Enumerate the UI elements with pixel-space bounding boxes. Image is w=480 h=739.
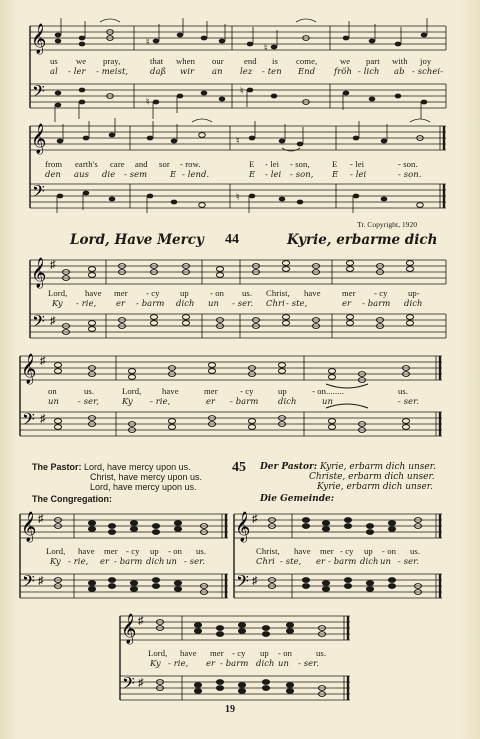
lyric-word: have	[304, 288, 321, 298]
lyric-word: that	[150, 56, 164, 66]
lyric-word-de: - barm	[230, 396, 259, 406]
lyric-word-de: - meist,	[96, 66, 129, 76]
pastor-line: Lord, have mercy upon us.	[84, 462, 191, 472]
lyric-word-de: dich	[278, 396, 297, 406]
lyric-word: Lord,	[148, 648, 168, 658]
pastor-block-german	[260, 462, 436, 504]
lyric-word: from	[45, 159, 63, 169]
lyric-word-de: Ky	[150, 658, 161, 668]
lyric-word-de: - son,	[290, 169, 314, 179]
lyric-word: we	[340, 56, 351, 66]
lyric-word-de: ab	[394, 66, 405, 76]
lyric-word: E	[332, 159, 338, 169]
lyric-word: up	[150, 546, 159, 556]
lyric-word-de: - son.	[398, 169, 422, 179]
lyric-word: mer	[320, 546, 334, 556]
lyric-word: we	[76, 56, 87, 66]
svg-text:♯: ♯	[252, 513, 258, 525]
lyric-word-de: - sem	[124, 169, 148, 179]
lyric-word: care	[110, 159, 125, 169]
lyric-word: mer	[104, 546, 118, 556]
lyric-word-de: - ten	[262, 66, 282, 76]
lyric-word-de: Ky	[50, 556, 61, 566]
lyric-word-de: - ser.	[184, 556, 206, 566]
lyric-word-de: E	[332, 169, 339, 179]
lyric-word-de: dich	[176, 298, 195, 308]
lyric-word: up	[278, 386, 287, 396]
lyric-word: on	[48, 386, 57, 396]
svg-text:𝄞: 𝄞	[31, 24, 47, 54]
lyric-word: and	[135, 159, 148, 169]
pastor-label: The Pastor:	[32, 462, 82, 472]
lyric-word: have	[78, 546, 95, 556]
lyric-word-de: - rie,	[68, 556, 89, 566]
lyric-word: - on........	[312, 386, 344, 396]
lyric-word: - lei	[265, 159, 280, 169]
svg-text:♮: ♮	[264, 43, 268, 54]
lyric-word-de: - ser.	[298, 658, 320, 668]
lyric-word: - cy	[232, 648, 246, 658]
svg-text:♯: ♯	[38, 513, 44, 525]
svg-text:♮: ♮	[236, 192, 240, 203]
lyric-word-de: er	[206, 658, 216, 668]
svg-text:♮: ♮	[146, 97, 150, 108]
svg-text:𝄞: 𝄞	[21, 512, 37, 542]
lyric-word: - son,	[290, 159, 310, 169]
page-number: 19	[225, 704, 235, 715]
lyric-word-de: aus	[74, 169, 89, 179]
lyric-word-de: die	[102, 169, 116, 179]
lyric-word: with	[392, 56, 408, 66]
lyric-word-de: dich	[256, 658, 275, 668]
lyric-word-de: un	[322, 396, 333, 406]
lyric-word-de: al	[50, 66, 58, 76]
pastor-line: Lord, have mercy upon us.	[90, 482, 197, 492]
lyric-word-de: - ser.	[398, 556, 420, 566]
pastor-line: Christ, have mercy upon us.	[90, 472, 203, 482]
svg-text:♯: ♯	[38, 575, 44, 587]
lyric-word: mer	[204, 386, 218, 396]
lyric-word: Lord,	[48, 288, 68, 298]
svg-text:𝄢: 𝄢	[22, 571, 35, 595]
congregation-label-de: Die Gemeinde:	[260, 494, 335, 504]
lyric-word: - lei	[350, 159, 365, 169]
svg-text:𝄞: 𝄞	[31, 124, 47, 154]
music-system-response-2	[232, 506, 472, 602]
lyric-word-de: - ser.	[232, 298, 254, 308]
pastor-block-english	[32, 462, 202, 504]
hymn-number: 45	[232, 460, 246, 475]
lyric-word-de: dich	[360, 556, 379, 566]
lyric-word-de: - lend.	[182, 169, 210, 179]
lyric-word-de: - rie,	[76, 298, 97, 308]
lyric-word: part	[366, 56, 380, 66]
copyright-notice: Tr. Copyright, 1920	[357, 220, 418, 229]
svg-text:𝄢: 𝄢	[122, 673, 135, 697]
svg-text:♯: ♯	[138, 677, 144, 689]
lyric-word: come,	[296, 56, 318, 66]
hymn-title-english: Lord, Have Mercy	[70, 232, 204, 248]
lyric-word-de: - barm	[136, 298, 165, 308]
lyric-word: pray,	[103, 56, 121, 66]
svg-text:♯: ♯	[252, 575, 258, 587]
lyric-word-de: - ser.	[398, 396, 420, 406]
svg-text:𝄢: 𝄢	[32, 311, 45, 335]
lyric-word-de: den	[45, 169, 62, 179]
lyric-word-de: un	[278, 658, 289, 668]
lyric-word-de: - barm	[362, 298, 391, 308]
svg-text:♮: ♮	[236, 136, 240, 147]
lyric-word-de: - rie,	[150, 396, 171, 406]
music-system-kyrie-2	[0, 348, 480, 448]
music-system-kyrie-1	[0, 252, 480, 350]
lyric-word: mer	[342, 288, 356, 298]
lyric-word-de: lez	[240, 66, 253, 76]
pastor-line-de: Kyrie, erbarm dich unser.	[317, 482, 433, 492]
svg-text:♮: ♮	[240, 86, 244, 97]
lyric-word: us.	[410, 546, 421, 556]
lyric-word-de: - schei-	[412, 66, 444, 76]
lyric-word-de: un	[166, 556, 177, 566]
lyric-word: earth's	[75, 159, 98, 169]
lyric-word: us	[50, 56, 58, 66]
lyric-word: - cy	[340, 546, 354, 556]
lyric-word: - cy	[240, 386, 254, 396]
lyric-word: up	[180, 288, 189, 298]
lyric-word: our	[212, 56, 224, 66]
lyric-word: up-	[408, 288, 420, 298]
svg-text:𝄞: 𝄞	[31, 258, 47, 288]
svg-text:♯: ♯	[40, 355, 46, 367]
lyric-word-de: er	[116, 298, 126, 308]
hymn-title-german: Kyrie, erbarme dich	[287, 232, 438, 248]
lyric-word-de: un	[380, 556, 391, 566]
music-system-response-3	[118, 606, 368, 702]
lyric-word-de: - lei	[350, 169, 367, 179]
lyric-word: sor	[159, 159, 170, 169]
lyric-word: us.	[84, 386, 95, 396]
music-system-top-2	[0, 112, 480, 220]
lyric-word: Christ,	[266, 288, 290, 298]
lyric-word-de: dich	[404, 298, 423, 308]
lyric-word-de: an	[212, 66, 223, 76]
lyric-word-de: - ste,	[286, 298, 308, 308]
lyric-word-de: er	[100, 556, 110, 566]
svg-text:♯: ♯	[138, 615, 144, 627]
lyric-word: - cy	[146, 288, 160, 298]
pastor-line-de: Christe, erbarm dich unser.	[309, 472, 435, 482]
lyric-word-de: E	[249, 169, 256, 179]
svg-text:♯: ♯	[40, 413, 46, 425]
lyric-word-de: Chri	[266, 298, 285, 308]
lyric-word: end	[244, 56, 257, 66]
lyric-word-de: Ky	[122, 396, 133, 406]
lyric-word-de: - barm	[328, 556, 357, 566]
svg-text:♯: ♯	[50, 259, 56, 271]
lyric-word-de: Chri	[256, 556, 275, 566]
lyric-word: mer	[114, 288, 128, 298]
lyric-word-de: er	[206, 396, 216, 406]
lyric-word-de: er	[316, 556, 326, 566]
lyric-word-de: - rie,	[168, 658, 189, 668]
svg-text:𝄞: 𝄞	[235, 512, 251, 542]
lyric-word: - cy	[126, 546, 140, 556]
lyric-word-de: fröh	[334, 66, 352, 76]
lyric-word: us.	[242, 288, 253, 298]
lyric-word: - on	[278, 648, 293, 658]
lyric-word: - on	[382, 546, 397, 556]
svg-text:𝄢: 𝄢	[236, 571, 249, 595]
lyric-word: up	[364, 546, 373, 556]
lyric-word-de: - barm	[114, 556, 143, 566]
lyric-word-de: wir	[180, 66, 195, 76]
pastor-line-de: Kyrie, erbarm dich unser.	[319, 462, 436, 472]
lyric-word: us.	[398, 386, 409, 396]
lyric-word-de: - barm	[220, 658, 249, 668]
lyric-word-de: un	[208, 298, 219, 308]
lyric-word: us.	[196, 546, 207, 556]
lyric-word-de: E	[170, 169, 177, 179]
lyric-word: - cy	[374, 288, 388, 298]
svg-text:𝄢: 𝄢	[22, 409, 35, 433]
svg-text:𝄞: 𝄞	[21, 354, 37, 384]
lyric-word: Lord,	[122, 386, 142, 396]
lyric-word: - on	[210, 288, 225, 298]
lyric-word-de: - ste,	[280, 556, 302, 566]
congregation-label: The Congregation:	[32, 494, 112, 504]
svg-text:♮: ♮	[146, 37, 150, 48]
lyric-word: have	[180, 648, 197, 658]
lyric-word: have	[162, 386, 179, 396]
lyric-word-de: - ler	[68, 66, 86, 76]
lyric-word: mer	[210, 648, 224, 658]
lyric-word: have	[294, 546, 311, 556]
lyric-word: up	[260, 648, 269, 658]
lyric-word: when	[176, 56, 196, 66]
lyric-word: E	[249, 159, 255, 169]
svg-text:𝄢: 𝄢	[32, 181, 45, 205]
svg-text:𝄢: 𝄢	[32, 81, 45, 105]
lyric-word: joy	[420, 56, 432, 66]
lyric-word: Lord,	[46, 546, 66, 556]
lyric-word: us.	[316, 648, 327, 658]
lyric-word-de: - ser,	[78, 396, 100, 406]
hymn-number: 44	[225, 232, 239, 247]
svg-text:♯: ♯	[50, 315, 56, 327]
pastor-label-de: Der Pastor:	[260, 462, 318, 472]
lyric-word-de: un	[48, 396, 59, 406]
lyric-word-de: dich	[146, 556, 165, 566]
lyric-word: - son.	[398, 159, 418, 169]
lyric-word-de: End	[298, 66, 316, 76]
lyric-word: have	[85, 288, 102, 298]
lyric-word: is	[272, 56, 278, 66]
lyric-word: - row.	[180, 159, 201, 169]
lyric-word-de: Ky	[52, 298, 63, 308]
lyric-word-de: - lich	[358, 66, 380, 76]
lyric-word: - on	[168, 546, 183, 556]
lyric-word-de: er	[342, 298, 352, 308]
lyric-word-de: - lei	[265, 169, 282, 179]
svg-text:𝄞: 𝄞	[121, 614, 137, 644]
music-system-top-1	[0, 8, 480, 126]
hymn-title-row	[0, 232, 480, 254]
lyric-word: Christ,	[256, 546, 280, 556]
lyric-word-de: daß	[150, 66, 167, 76]
